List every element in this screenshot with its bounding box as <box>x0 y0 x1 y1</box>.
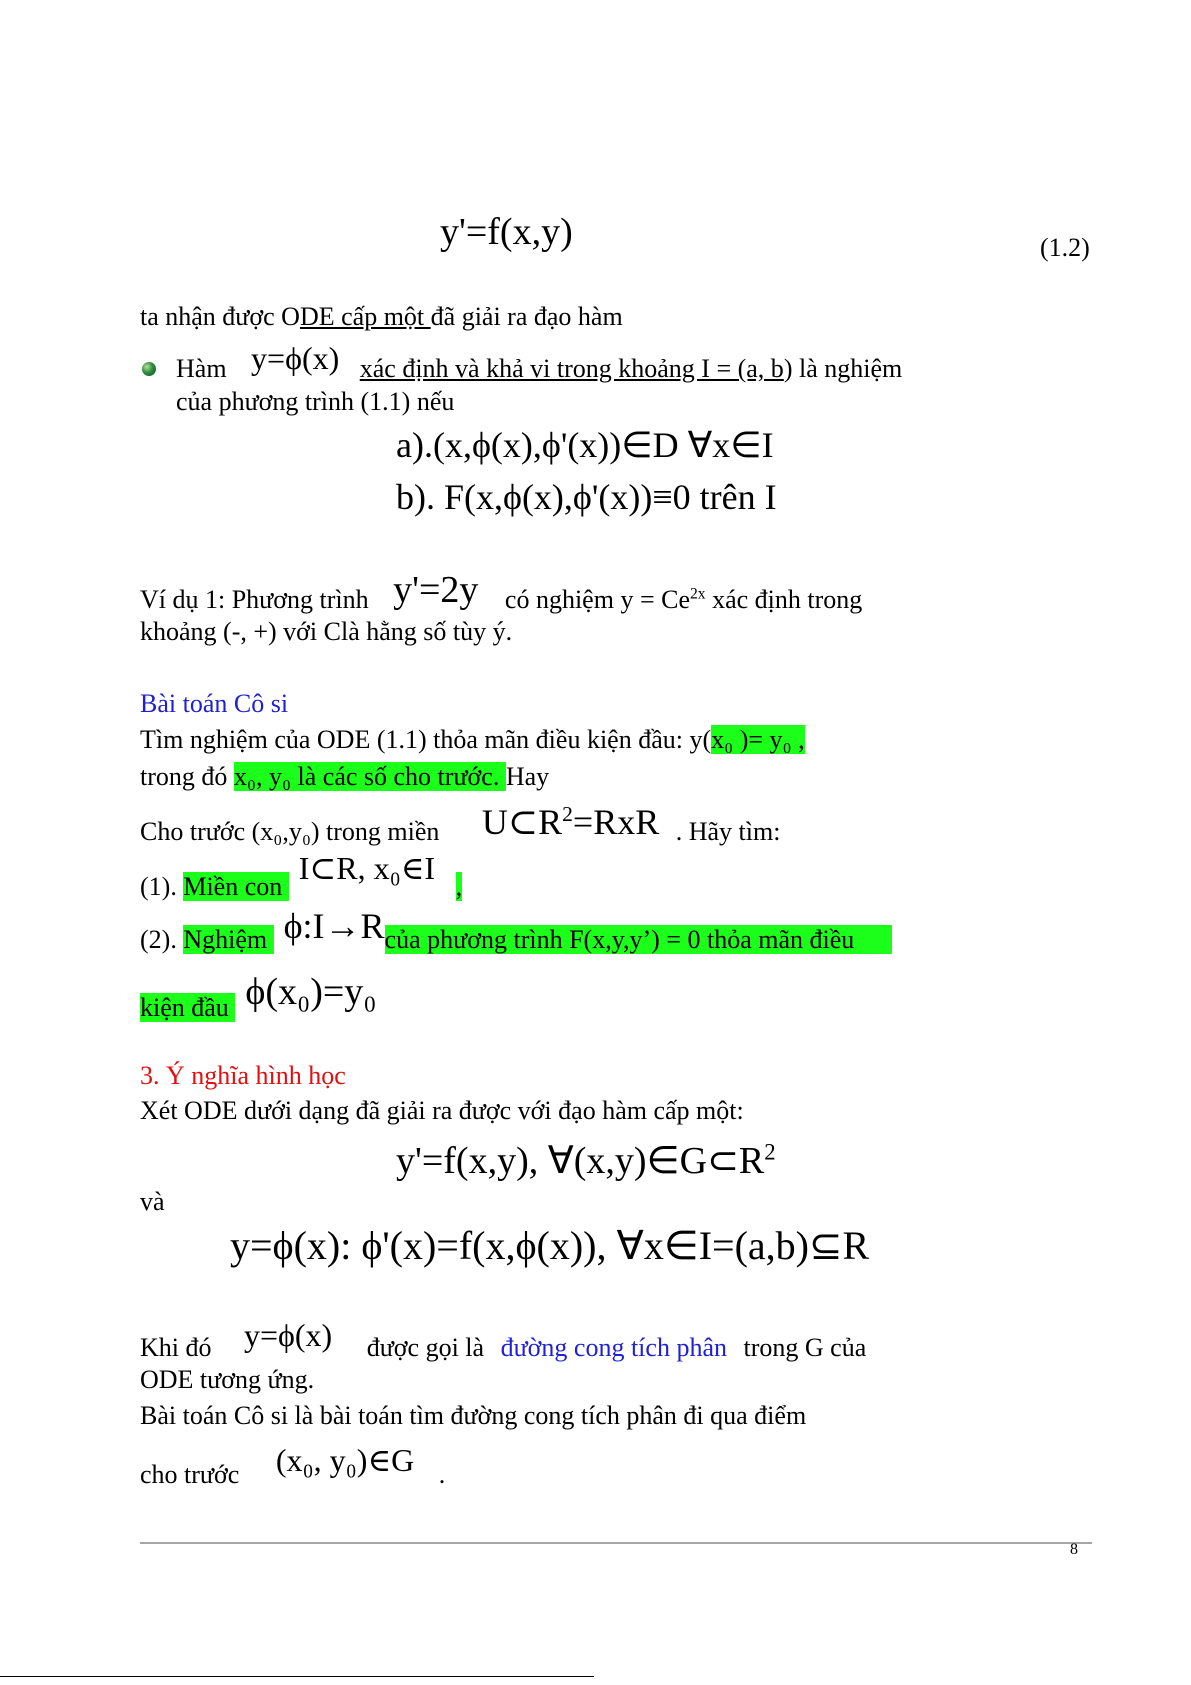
math-text: U⊂R <box>481 802 563 842</box>
footer-rule <box>140 1542 1092 1544</box>
highlighted-text: của phương trình F(x,y,y’) = 0 thỏa mãn điều <box>385 925 893 954</box>
math-text: =RxR <box>572 802 660 842</box>
example-line1 <box>140 569 863 616</box>
cauchy-item1 <box>140 850 463 903</box>
section-3-line3: ODE tương ứng. <box>140 1365 315 1394</box>
cauchy-line2 <box>140 761 549 793</box>
text: có nghiệm y = Ce <box>504 585 690 614</box>
text: Tìm nghiệm của ODE (1.1) thỏa mãn điều kiện đầu: y( <box>140 725 712 754</box>
highlighted-text: x₀ )= y₀ , <box>711 725 805 754</box>
text: Hay <box>505 762 550 791</box>
superscript: 2 <box>764 1139 776 1165</box>
section-3-line5 <box>140 1442 446 1491</box>
math-text: y'=f(x,y), ∀(x,y)∈G⊂R <box>396 1140 765 1182</box>
section-3-title: 3. Ý nghĩa hình học <box>140 1061 346 1090</box>
text: cho trước <box>140 1460 240 1489</box>
math-u-subset-r2 <box>482 802 659 842</box>
math-phi-map: ϕ:I→R <box>283 906 385 946</box>
cauchy-line3 <box>140 802 781 848</box>
condition-b: b). F(x,ϕ(x),ϕ'(x))≡0 trên I <box>396 477 777 517</box>
highlighted-text: , <box>455 872 463 901</box>
math-y-prime-2y: y'=2y <box>393 569 479 611</box>
text: ) là nghiệm <box>783 354 903 383</box>
example-line2: khoảng (-, +) với Clà hằng số tùy ý. <box>140 617 513 646</box>
highlighted-text: x₀, y₀ là các số cho trước. <box>233 762 506 791</box>
text: Hàm <box>176 354 227 383</box>
math-initial-condition: ϕ(x₀)=y₀ <box>245 971 377 1013</box>
text: Ví dụ 1: Phương trình <box>140 585 369 614</box>
condition-a: a).(x,ϕ(x),ϕ'(x))∈D ∀x∈I <box>396 425 774 465</box>
text: trong đó <box>140 762 234 791</box>
cauchy-title: Bài toán Cô si <box>140 689 289 718</box>
underlined-text: xác định và khả vi trong khoảng I = (a, b <box>359 354 784 383</box>
text: ta nhận được O <box>140 302 300 331</box>
blue-text: đường cong tích phân <box>500 1333 727 1362</box>
word-va: và <box>140 1187 165 1216</box>
math-y-phi-x: y=ϕ(x) <box>251 340 340 376</box>
text: . <box>438 1460 446 1489</box>
bullet-text-line2: của phương trình (1.1) nếu <box>176 387 455 416</box>
highlighted-text: kiện đầu <box>140 993 236 1022</box>
highlighted-text: Miền con <box>183 872 289 901</box>
equation-number: (1.2) <box>1040 233 1090 262</box>
text: Khi đó <box>140 1333 212 1362</box>
section-3-line2 <box>140 1317 867 1364</box>
math-y-phi-x: y=ϕ(x) <box>244 1317 333 1353</box>
highlighted-text: Nghiệm <box>183 925 274 954</box>
equation-1-2: y'=f(x,y) <box>440 211 573 253</box>
superscript: 2 <box>562 802 573 826</box>
bottom-rule <box>0 1676 594 1677</box>
text: . Hãy tìm: <box>675 817 781 846</box>
cauchy-line1 <box>140 724 805 756</box>
section-3-line1: Xét ODE dưới dạng đã giải ra được với đạo hàm cấp một: <box>140 1096 744 1125</box>
superscript: 2x <box>690 585 706 603</box>
section-3-line4: Bài toán Cô si là bài toán tìm đường cong tích phân đi qua điểm <box>140 1401 807 1430</box>
item-label: (1). <box>140 872 184 901</box>
math-i-subset-r: I⊂R, x₀∈I <box>298 850 436 886</box>
text: trong G của <box>743 1333 867 1362</box>
bullet-icon <box>142 362 156 376</box>
equation-y-prime <box>396 1138 776 1183</box>
equation-integral-curve: y=ϕ(x): ϕ'(x)=f(x,ϕ(x)), ∀x∈I=(a,b)⊆R <box>230 1223 870 1268</box>
text: được gọi là <box>366 1333 485 1362</box>
item-label: (2). <box>140 925 184 954</box>
cauchy-item2 <box>140 906 892 956</box>
text: xác định trong <box>705 585 863 614</box>
text: Cho trước (x₀,y₀) trong miền <box>140 817 440 846</box>
paragraph-ode-first-order <box>140 301 623 333</box>
math-point-in-g: (x₀, y₀)∈G <box>275 1442 415 1478</box>
bullet-text-line1 <box>176 340 1081 385</box>
text: đã giải ra đạo hàm <box>430 302 623 331</box>
underlined-text: DE cấp một <box>299 302 431 331</box>
page-number: 8 <box>1070 1541 1078 1558</box>
cauchy-item3 <box>140 971 377 1024</box>
